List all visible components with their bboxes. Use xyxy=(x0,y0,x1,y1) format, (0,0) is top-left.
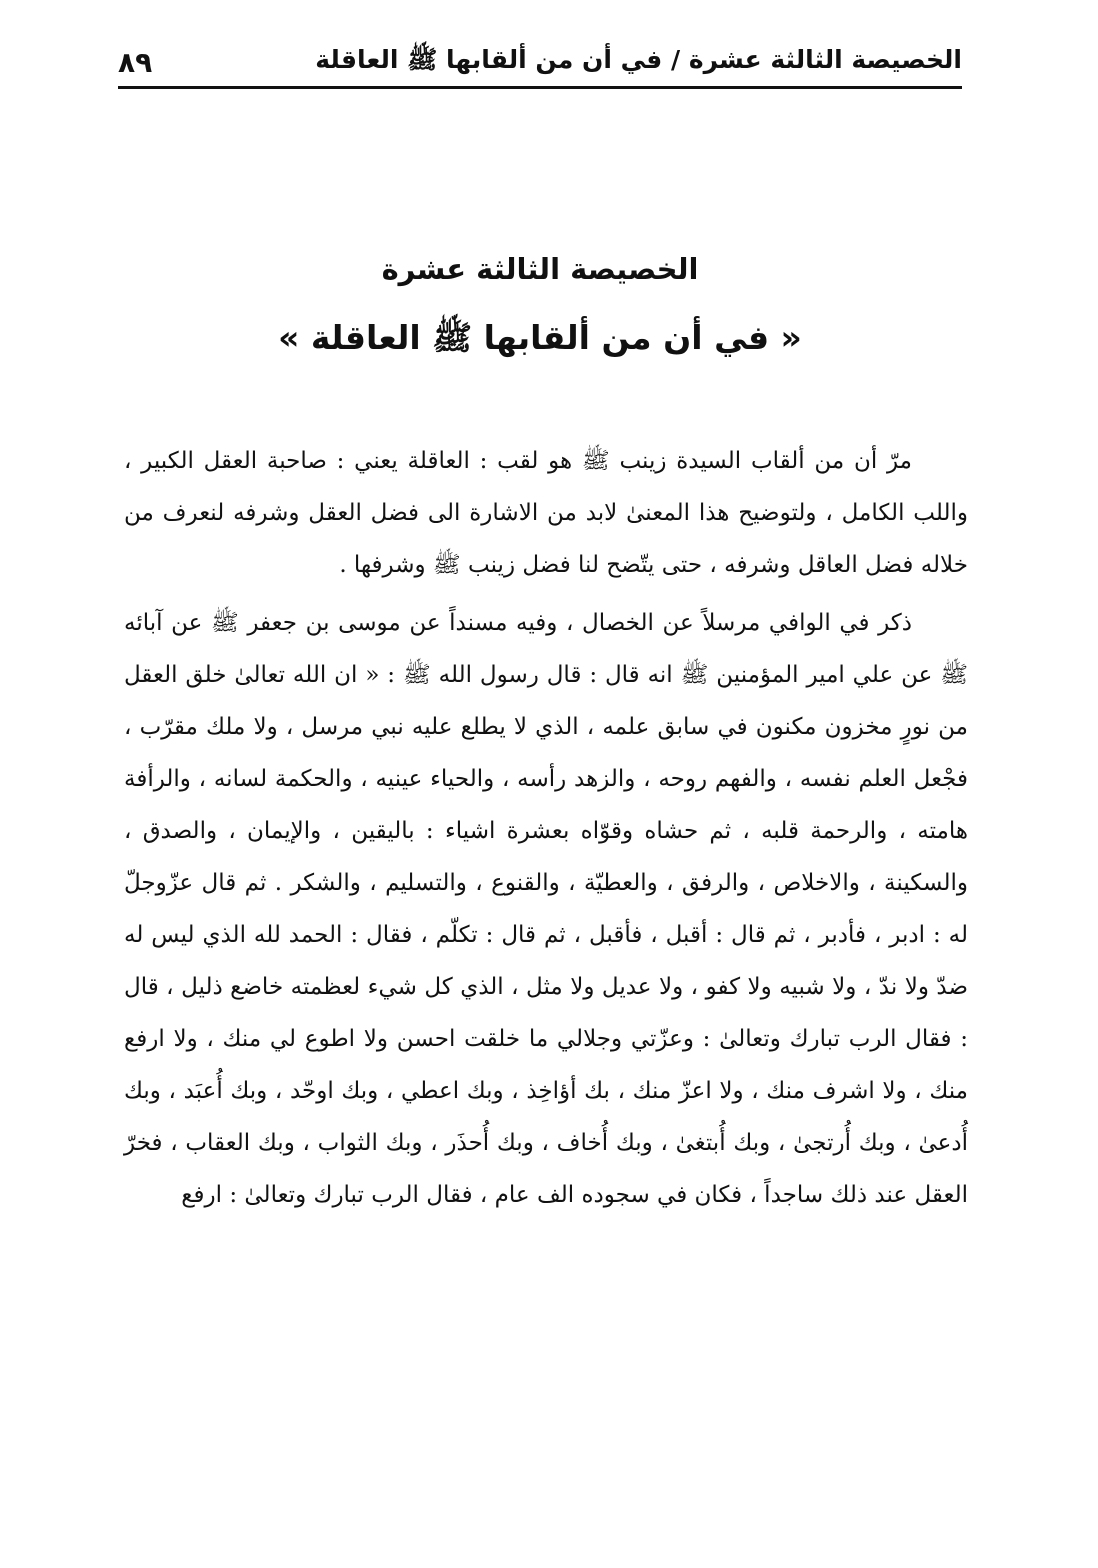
page-number: ٨٩ xyxy=(118,45,153,79)
paragraph-2: ذكر في الوافي مرسلاً عن الخصال ، وفيه مسنداً عن موسى بن جعفر ﷺ عن آبائه ﷺ عن علي امير المؤمنين ﷺ انه قال : قال رسول الله ﷺ : « ان الله تعالىٰ خلق العقل من نورٍ مخزون مكنون في سابق علمه ، الذي لا يطلع عليه نبي مرسل ، ولا ملك مقرّب ، فجْعل العلم نفسه ، والفهم روحه ، والزهد رأسه ، والحياء عينيه ، والحكمة لسانه ، والرأفة هامته ، والرحمة قلبه ، ثم حشاه وقوّاه بعشرة اشياء : باليقين ، والإيمان ، والصدق ، والسكينة ، والاخلاص ، والرفق ، والعطيّة ، والقنوع ، والتسليم ، والشكر . ثم قال عزّوجلّ له : ادبر ، فأدبر ، ثم قال : أقبل ، فأقبل ، ثم قال : تكلّم ، فقال : الحمد لله الذي ليس له ضدّ ولا ندّ ، ولا شبيه ولا كفو ، ولا عديل ولا مثل ، الذي كل شيء لعظمته خاضع ذليل ، قال : فقال الرب تبارك وتعالىٰ : وعزّتي وجلالي ما خلقت احسن ولا اطوع لي منك ، ولا ارفع منك ، ولا اشرف منك ، ولا اعزّ منك ، بك أؤاخِذ ، وبك اعطي ، وبك اوحّد ، وبك أُعبَد ، وبك أُدعىٰ ، وبك أُرتجىٰ ، وبك أُبتغىٰ ، وبك أُخاف ، وبك أُحذَر ، وبك الثواب ، وبك العقاب ، فخرّ العقل عند ذلك ساجداً ، فكان في سجوده الف عام ، فقال الرب تبارك وتعالىٰ : ارفع xyxy=(124,610,968,1208)
running-title: الخصيصة الثالثة عشرة / في أن من ألقابها ﷺ العاقلة xyxy=(315,44,962,74)
paragraph-1: مرّ أن من ألقاب السيدة زينب ﷺ هو لقب : العاقلة يعني : صاحبة العقل الكبير ، واللب الكامل ، ولتوضيح هذا المعنىٰ لابد من الاشارة الى فضل العقل وشرفه لنعرف من خلاله فضل العاقل وشرفه ، حتى يتّضح لنا فضل زينب ﷺ وشرفها . xyxy=(124,448,968,578)
chapter-title: الخصيصة الثالثة عشرة xyxy=(381,252,699,286)
chapter-subtitle: « في أن من ألقابها ﷺ العاقلة » xyxy=(278,318,802,357)
running-header xyxy=(118,38,962,89)
body-text xyxy=(124,435,968,1227)
